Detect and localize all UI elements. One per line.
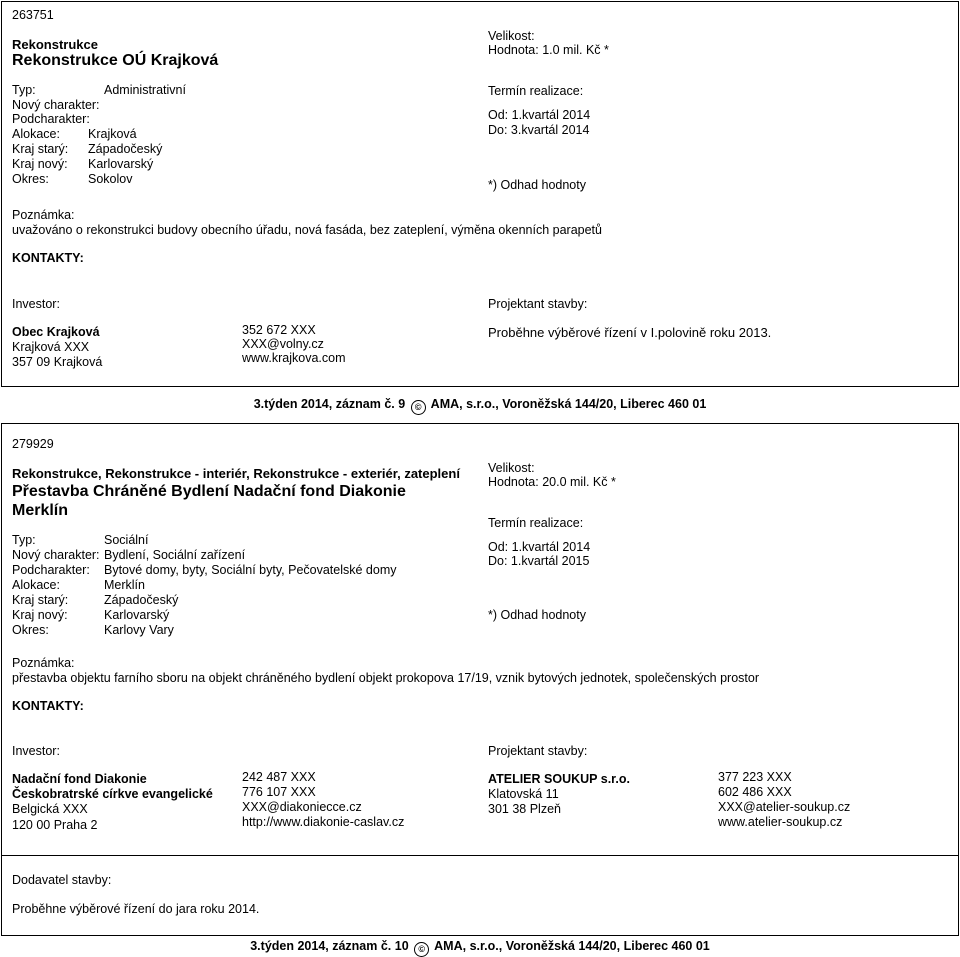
designer-label: Projektant stavby: — [488, 744, 588, 758]
note-text: uvažováno o rekonstrukci budovy obecního úřadu, nová fasáda, bez zateplení, výměna okenních parapetů — [12, 223, 602, 237]
investor-label: Investor: — [12, 297, 60, 311]
attribute-row — [12, 578, 145, 593]
note-label: Poznámka: — [12, 208, 75, 222]
attribute-value: Bytové domy, byty, Sociální byty, Pečovatelské domy — [104, 563, 397, 577]
investor-name: Nadační fond Diakonie — [12, 772, 147, 786]
footer-company: AMA, s.r.o., Voroněžská 144/20, Liberec 460 01 — [430, 397, 707, 411]
designer-line: Proběhne výběrové řízení v I.polovině roku 2013. — [488, 325, 772, 340]
designer-name: ATELIER SOUKUP s.r.o. — [488, 772, 630, 786]
attribute-row — [12, 142, 162, 157]
attribute-label: Okres: — [12, 172, 49, 186]
record-title: Rekonstrukce OÚ Krajková — [12, 52, 219, 69]
designer-address: Klatovská 11 — [488, 787, 559, 801]
designer-phone: 377 223 XXX — [718, 770, 792, 784]
attribute-value: Krajková — [88, 127, 137, 141]
attribute-value: Sociální — [104, 533, 149, 547]
attribute-row — [12, 548, 245, 563]
attribute-value: Bydlení, Sociální zařízení — [104, 548, 246, 562]
attribute-label: Kraj starý: — [12, 593, 69, 607]
investor-email[interactable]: XXX@diakoniecce.cz — [242, 800, 362, 814]
designer-label: Projektant stavby: — [488, 297, 588, 311]
designer-address: 301 38 Plzeň — [488, 802, 561, 816]
attribute-label: Okres: — [12, 623, 49, 637]
investor-phone: 776 107 XXX — [242, 785, 316, 799]
footer-company: AMA, s.r.o., Voroněžská 144/20, Liberec 460 01 — [434, 939, 710, 953]
investor-name: Obec Krajková — [12, 325, 100, 339]
attribute-row — [12, 608, 169, 623]
attribute-value: Karlovarský — [104, 608, 170, 622]
term-from: Od: 1.kvartál 2014 — [488, 108, 591, 122]
attribute-row — [12, 157, 153, 172]
investor-address: 120 00 Praha 2 — [12, 818, 98, 832]
investor-phone: 352 672 XXX — [242, 323, 316, 337]
copyright-icon: © — [411, 400, 426, 415]
attribute-row — [12, 127, 137, 142]
attribute-row — [12, 83, 186, 98]
attribute-label: Nový charakter: — [12, 548, 100, 562]
designer-phone: 602 486 XXX — [718, 785, 792, 799]
contacts-heading: KONTAKTY: — [12, 699, 84, 713]
attribute-label: Typ: — [12, 83, 36, 97]
attribute-value: Administrativní — [104, 83, 186, 97]
record-id: 263751 — [12, 8, 54, 22]
term-to: Do: 3.kvartál 2014 — [488, 123, 590, 137]
designer-email[interactable]: XXX@atelier-soukup.cz — [718, 800, 851, 814]
note-label: Poznámka: — [12, 656, 75, 670]
term-from: Od: 1.kvartál 2014 — [488, 540, 591, 554]
size-label: Velikost: — [488, 29, 535, 43]
record-category: Rekonstrukce — [12, 37, 98, 52]
value-text: Hodnota: 20.0 mil. Kč * — [488, 475, 616, 489]
attribute-label: Alokace: — [12, 578, 60, 592]
attribute-value: Merklín — [104, 578, 145, 592]
attribute-row — [12, 563, 397, 578]
contacts-heading: KONTAKTY: — [12, 251, 84, 265]
attribute-label: Kraj nový: — [12, 608, 68, 622]
supplier-box — [1, 855, 959, 936]
attribute-label: Typ: — [12, 533, 36, 547]
value-text: Hodnota: 1.0 mil. Kč * — [488, 43, 609, 57]
estimate-note: *) Odhad hodnoty — [488, 178, 586, 192]
attribute-row — [12, 593, 178, 608]
investor-address: Belgická XXX — [12, 802, 88, 816]
supplier-text: Proběhne výběrové řízení do jara roku 2014. — [12, 902, 260, 916]
investor-address: Krajková XXX — [12, 340, 90, 354]
designer-website[interactable]: www.atelier-soukup.cz — [718, 815, 843, 829]
estimate-note: *) Odhad hodnoty — [488, 608, 586, 622]
note-text: přestavba objektu farního sboru na objekt chráněného bydlení objekt prokopova 17/19, vznik bytových jednotek, společenských prostor — [12, 671, 759, 685]
term-label: Termín realizace: — [488, 84, 584, 98]
attribute-row — [12, 172, 132, 187]
page-footer — [0, 939, 960, 957]
record-category: Rekonstrukce, Rekonstrukce - interiér, Rekonstrukce - exteriér, zateplení — [12, 466, 460, 481]
attribute-value: Karlovarský — [88, 157, 154, 171]
supplier-label: Dodavatel stavby: — [12, 873, 112, 887]
attribute-value: Sokolov — [88, 172, 133, 186]
investor-website[interactable]: http://www.diakonie-caslav.cz — [242, 815, 405, 829]
attribute-label: Podcharakter: — [12, 563, 90, 577]
record-id: 279929 — [12, 437, 54, 451]
investor-website[interactable]: www.krajkova.com — [242, 351, 346, 365]
investor-email[interactable]: XXX@volny.cz — [242, 337, 324, 351]
record-title: Přestavba Chráněné Bydlení Nadační fond Diakonie — [12, 483, 406, 500]
size-label: Velikost: — [488, 461, 535, 475]
investor-label: Investor: — [12, 744, 60, 758]
investor-phone: 242 487 XXX — [242, 770, 316, 784]
attribute-label: Alokace: — [12, 127, 60, 141]
investor-name: Českobratrské církve evangelické — [12, 787, 213, 801]
copyright-icon: © — [414, 942, 429, 957]
attribute-value: Karlovy Vary — [104, 623, 174, 637]
attribute-value: Západočeský — [88, 142, 163, 156]
attribute-label: Podcharakter: — [12, 112, 90, 126]
term-label: Termín realizace: — [488, 516, 584, 530]
attribute-label: Kraj starý: — [12, 142, 69, 156]
investor-address: 357 09 Krajková — [12, 355, 103, 369]
attribute-label: Nový charakter: — [12, 98, 100, 112]
attribute-row — [12, 533, 148, 548]
term-to: Do: 1.kvartál 2015 — [488, 554, 590, 568]
page-footer — [0, 397, 960, 415]
attribute-row — [12, 98, 104, 113]
record-title-line2: Merklín — [12, 502, 69, 519]
attribute-row — [12, 623, 174, 638]
attribute-value: Západočeský — [104, 593, 179, 607]
footer-record-info: 3.týden 2014, záznam č. 10 — [250, 939, 409, 953]
attribute-label: Kraj nový: — [12, 157, 68, 171]
attribute-row — [12, 112, 104, 127]
footer-record-info: 3.týden 2014, záznam č. 9 — [253, 397, 406, 411]
